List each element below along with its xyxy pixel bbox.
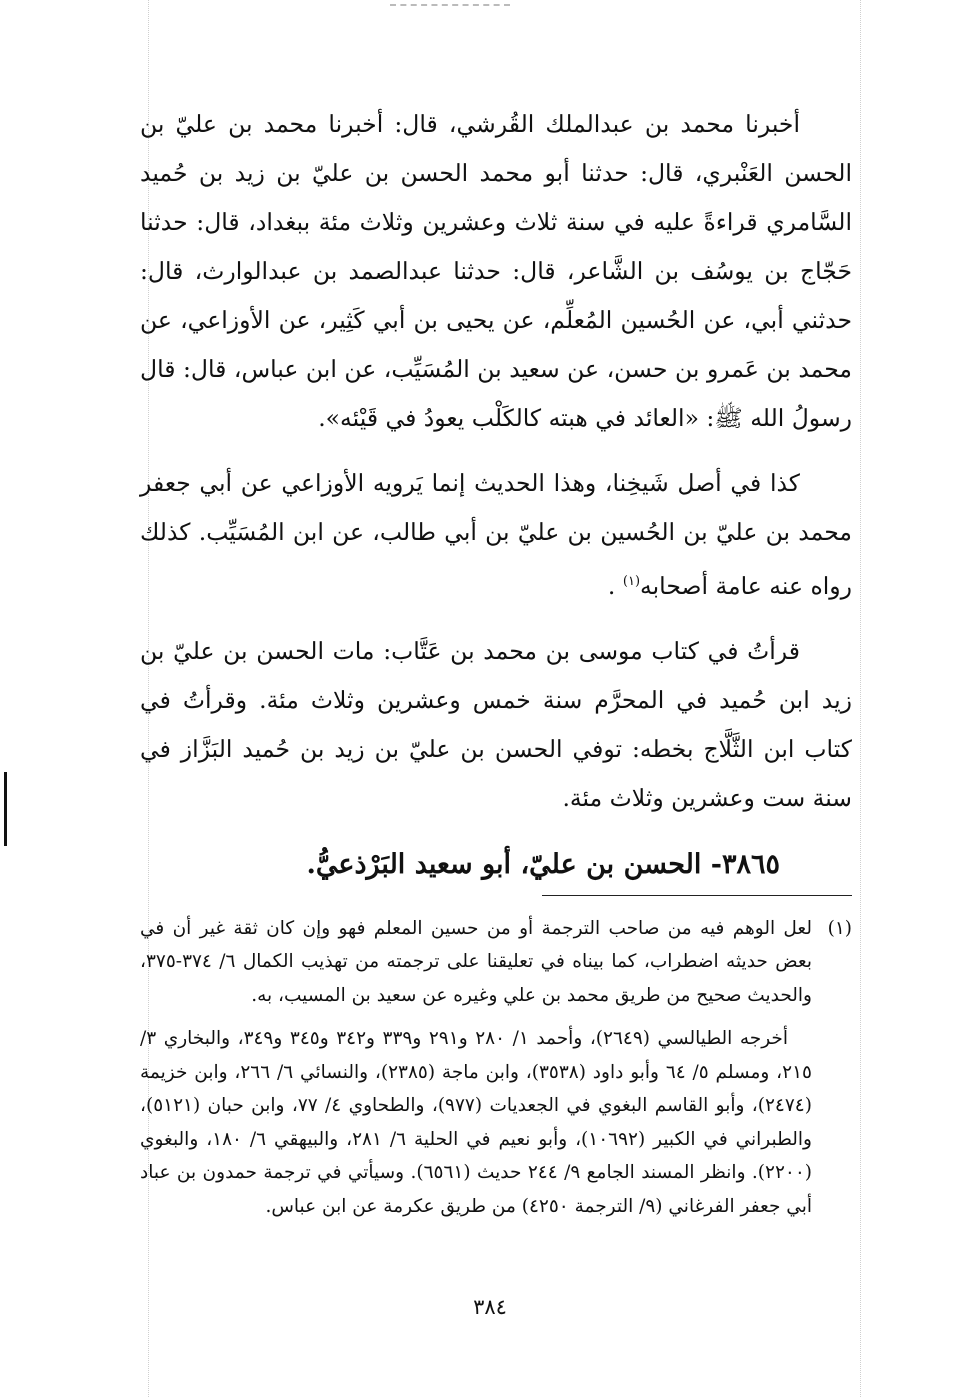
footnote-mark: (١) — [827, 917, 852, 939]
footnote-separator — [542, 895, 852, 896]
scan-artifact-top — [390, 4, 510, 6]
footnote-content — [140, 912, 812, 1224]
paragraph-commentary-end: . — [607, 571, 616, 600]
footnote-text: لعل الوهم فيه من صاحب الترجمة أو من حسين المعلم فهو وإن كان ثقة غير أن في بعض حديثه اضطراب، كما بيناه في تعليقنا على ترجمته من تهذيب الكمال ٦/ ٣٧٤-٣٧٥، والحديث صحيح من طريق محمد بن علي وغيره عن سعيد بن المسيب، به. — [140, 917, 812, 1006]
scan-artifact-line — [860, 0, 861, 1397]
paragraph-hadith: أخبرنا محمد بن عبدالملك القُرشي، قال: أخبرنا محمد بن عليّ بن الحسن العَنْبري، قال: حدثنا أبو محمد الحسن بن عليّ بن زيد بن حُميد السَّامري قراءةً عليه في سنة ثلاث وعشرين وثلاث مئة ببغداد، قال: حدثنا حَجّاج بن يوسُف بن الشَّاعر، قال: حدثنا عبدالصمد بن عبدالوارث، قال: حدثني أبي، عن الحُسين المُعلِّم، عن يحيى بن أبي كَثِير، عن الأوزاعي، عن محمد بن عَمرو بن حسن، عن سعيد بن المُسَيِّب، عن ابن عباس، قال: قال رسولُ الله ﷺ: «العائد في هبته كالكَلْب يعودُ في قَيْئه». — [140, 110, 852, 432]
page-body — [140, 100, 852, 1223]
paragraph-commentary-text: كذا في أصل شَيخِنا، وهذا الحديث إنما يَرويه الأوزاعي عن أبي جعفر محمد بن عليّ بن الحُسين بن عليّ بن أبي طالب، عن ابن المُسَيِّب. كذلك رواه عنه عامة أصحابه — [140, 469, 852, 600]
margin-mark — [4, 772, 7, 846]
footnote-sources: أخرجه الطيالسي (٢٦٤٩)، وأحمد ١/ ٢٨٠ و٢٩١ و٣٣٩ و٣٤٢ و٣٤٥ و٣٤٩، والبخاري ٣/ ٢١٥، ومسلم ٥/ ٦٤ وأبو داود (٣٥٣٨)، وابن ماجة (٢٣٨٥)، والنسائي ٦/ ٢٦٦، وابن خزيمة (٢٤٧٤)، وأبو القاسم البغوي في الجعديات (٩٧٧)، والطحاوي ٤/ ٧٧، وابن حبان (٥١٢١)، والطبراني في الكبير (١٠٦٩٢)، وأبو نعيم في الحلية ٦/ ٢٨١، والبيهقي ٦/ ١٨٠، والبغوي (٢٢٠٠). وانظر المسند الجامع ٩/ ٢٤٤ حديث (٦٥٦١). وسيأتي في ترجمة حمدون بن عباد أبي جعفر الفرغاني (٩/ الترجمة ٤٢٥٠) من طريق عكرمة عن ابن عباس. — [140, 1028, 812, 1217]
page-number: ٣٨٤ — [473, 1295, 507, 1319]
paragraph-commentary — [140, 459, 852, 611]
paragraph-death-date: قرأتُ في كتاب موسى بن محمد بن عَتَّاب: مات الحسن بن عليّ بن زيد ابن حُميد في المحرَّم سنة خمس وعشرين وثلاث مئة. وقرأتُ في كتاب ابن الثَّلَّاج بخطه: توفي الحسن بن عليّ بن زيد بن حُميد البَزَّاز في سنة ست وعشرين وثلاث مئة. — [140, 636, 852, 812]
footnote-reference[interactable]: (١) — [622, 574, 641, 589]
entry-heading: ٣٨٦٥- الحسن بن عليّ، أبو سعيد البَرْذعيُّ. — [306, 848, 780, 880]
footnote — [140, 912, 852, 1224]
